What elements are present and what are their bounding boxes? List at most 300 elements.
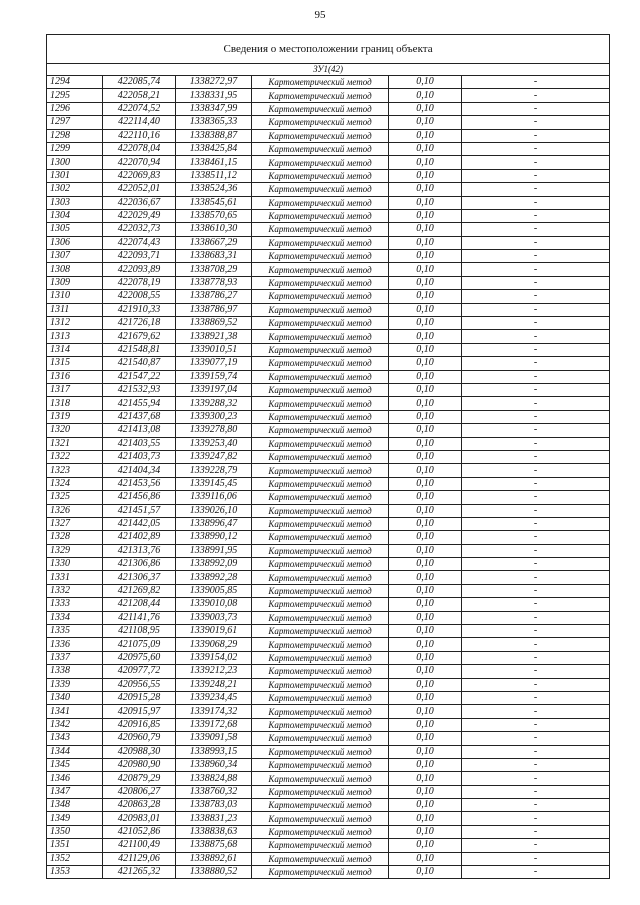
coordinate-x-cell: 422029,49 — [103, 209, 176, 222]
table-row — [47, 209, 610, 222]
description-cell: - — [462, 517, 610, 530]
precision-cell: 0,10 — [389, 638, 462, 651]
coordinate-x-cell: 421141,76 — [103, 611, 176, 624]
coordinate-y-cell: 1339247,82 — [176, 450, 252, 463]
coordinate-y-cell: 1338892,61 — [176, 852, 252, 865]
method-cell: Картометрический метод — [252, 223, 389, 236]
coordinate-x-cell: 421075,09 — [103, 638, 176, 651]
description-cell: - — [462, 236, 610, 249]
coordinate-x-cell: 422074,52 — [103, 102, 176, 115]
point-number-cell: 1326 — [47, 504, 103, 517]
coordinate-y-cell: 1338875,68 — [176, 839, 252, 852]
coordinate-x-cell: 422052,01 — [103, 183, 176, 196]
table-row — [47, 263, 610, 276]
description-cell: - — [462, 571, 610, 584]
table-row — [47, 625, 610, 638]
precision-cell: 0,10 — [389, 678, 462, 691]
point-number-cell: 1298 — [47, 129, 103, 142]
description-cell: - — [462, 825, 610, 838]
coordinate-x-cell: 420975,60 — [103, 651, 176, 664]
table-subtitle-row — [47, 64, 610, 76]
point-number-cell: 1351 — [47, 839, 103, 852]
method-cell: Картометрический метод — [252, 852, 389, 865]
table-title: Сведения о местоположении границ объекта — [47, 35, 610, 64]
precision-cell: 0,10 — [389, 785, 462, 798]
coordinate-x-cell: 422078,19 — [103, 276, 176, 289]
method-cell: Картометрический метод — [252, 370, 389, 383]
table-row — [47, 196, 610, 209]
method-cell: Картометрический метод — [252, 116, 389, 129]
method-cell: Картометрический метод — [252, 410, 389, 423]
coordinate-x-cell: 420980,90 — [103, 758, 176, 771]
coordinate-y-cell: 1338993,15 — [176, 745, 252, 758]
precision-cell: 0,10 — [389, 383, 462, 396]
coordinate-y-cell: 1339228,79 — [176, 464, 252, 477]
description-cell: - — [462, 303, 610, 316]
precision-cell: 0,10 — [389, 236, 462, 249]
coordinate-y-cell: 1338511,12 — [176, 169, 252, 182]
description-cell: - — [462, 209, 610, 222]
table-row — [47, 758, 610, 771]
description-cell: - — [462, 638, 610, 651]
coordinate-y-cell: 1338992,28 — [176, 571, 252, 584]
point-number-cell: 1300 — [47, 156, 103, 169]
method-cell: Картометрический метод — [252, 303, 389, 316]
coordinate-y-cell: 1338272,97 — [176, 76, 252, 89]
method-cell: Картометрический метод — [252, 732, 389, 745]
method-cell: Картометрический метод — [252, 799, 389, 812]
precision-cell: 0,10 — [389, 812, 462, 825]
coordinate-x-cell: 420983,01 — [103, 812, 176, 825]
table-row — [47, 330, 610, 343]
table-subtitle: ЗУ1(42) — [47, 64, 610, 76]
table-row — [47, 370, 610, 383]
method-cell: Картометрический метод — [252, 142, 389, 155]
table-row — [47, 517, 610, 530]
method-cell: Картометрический метод — [252, 276, 389, 289]
precision-cell: 0,10 — [389, 129, 462, 142]
coordinate-x-cell: 421306,37 — [103, 571, 176, 584]
precision-cell: 0,10 — [389, 705, 462, 718]
coordinate-y-cell: 1339154,02 — [176, 651, 252, 664]
precision-cell: 0,10 — [389, 772, 462, 785]
point-number-cell: 1328 — [47, 531, 103, 544]
coordinate-y-cell: 1338869,52 — [176, 317, 252, 330]
coordinate-x-cell: 421726,18 — [103, 317, 176, 330]
coordinate-x-cell: 422093,89 — [103, 263, 176, 276]
method-cell: Картометрический метод — [252, 504, 389, 517]
coordinate-x-cell: 422110,16 — [103, 129, 176, 142]
coordinate-y-cell: 1339172,68 — [176, 718, 252, 731]
description-cell: - — [462, 129, 610, 142]
precision-cell: 0,10 — [389, 477, 462, 490]
description-cell: - — [462, 678, 610, 691]
table-row — [47, 638, 610, 651]
description-cell: - — [462, 290, 610, 303]
method-cell: Картометрический метод — [252, 477, 389, 490]
point-number-cell: 1297 — [47, 116, 103, 129]
table-row — [47, 544, 610, 557]
point-number-cell: 1337 — [47, 651, 103, 664]
precision-cell: 0,10 — [389, 718, 462, 731]
precision-cell: 0,10 — [389, 223, 462, 236]
table-row — [47, 772, 610, 785]
coordinate-x-cell: 420916,85 — [103, 718, 176, 731]
coordinate-y-cell: 1339197,04 — [176, 383, 252, 396]
table-row — [47, 142, 610, 155]
point-number-cell: 1318 — [47, 397, 103, 410]
table-row — [47, 437, 610, 450]
point-number-cell: 1314 — [47, 343, 103, 356]
point-number-cell: 1324 — [47, 477, 103, 490]
coordinate-y-cell: 1339159,74 — [176, 370, 252, 383]
point-number-cell: 1336 — [47, 638, 103, 651]
precision-cell: 0,10 — [389, 437, 462, 450]
description-cell: - — [462, 343, 610, 356]
coordinate-x-cell: 421453,56 — [103, 477, 176, 490]
method-cell: Картометрический метод — [252, 651, 389, 664]
precision-cell: 0,10 — [389, 303, 462, 316]
boundary-table-container — [46, 34, 609, 879]
coordinate-y-cell: 1339068,29 — [176, 638, 252, 651]
coordinate-y-cell: 1338786,97 — [176, 303, 252, 316]
method-cell: Картометрический метод — [252, 89, 389, 102]
table-row — [47, 504, 610, 517]
table-row — [47, 598, 610, 611]
coordinate-x-cell: 421403,73 — [103, 450, 176, 463]
description-cell: - — [462, 611, 610, 624]
method-cell: Картометрический метод — [252, 183, 389, 196]
method-cell: Картометрический метод — [252, 812, 389, 825]
precision-cell: 0,10 — [389, 464, 462, 477]
table-row — [47, 491, 610, 504]
table-row — [47, 343, 610, 356]
point-number-cell: 1330 — [47, 558, 103, 571]
method-cell: Картометрический метод — [252, 437, 389, 450]
description-cell: - — [462, 651, 610, 664]
point-number-cell: 1296 — [47, 102, 103, 115]
point-number-cell: 1317 — [47, 383, 103, 396]
method-cell: Картометрический метод — [252, 785, 389, 798]
method-cell: Картометрический метод — [252, 317, 389, 330]
point-number-cell: 1319 — [47, 410, 103, 423]
precision-cell: 0,10 — [389, 866, 462, 879]
coordinate-y-cell: 1339003,73 — [176, 611, 252, 624]
description-cell: - — [462, 250, 610, 263]
method-cell: Картометрический метод — [252, 209, 389, 222]
method-cell: Картометрический метод — [252, 758, 389, 771]
precision-cell: 0,10 — [389, 531, 462, 544]
method-cell: Картометрический метод — [252, 290, 389, 303]
precision-cell: 0,10 — [389, 424, 462, 437]
coordinate-x-cell: 420915,28 — [103, 691, 176, 704]
method-cell: Картометрический метод — [252, 839, 389, 852]
table-row — [47, 558, 610, 571]
precision-cell: 0,10 — [389, 250, 462, 263]
method-cell: Картометрический метод — [252, 76, 389, 89]
coordinate-y-cell: 1338760,32 — [176, 785, 252, 798]
coordinate-y-cell: 1339077,19 — [176, 357, 252, 370]
point-number-cell: 1329 — [47, 544, 103, 557]
precision-cell: 0,10 — [389, 651, 462, 664]
coordinate-y-cell: 1338667,29 — [176, 236, 252, 249]
description-cell: - — [462, 370, 610, 383]
method-cell: Картометрический метод — [252, 571, 389, 584]
method-cell: Картометрический метод — [252, 383, 389, 396]
coordinate-y-cell: 1338783,03 — [176, 799, 252, 812]
coordinate-y-cell: 1339288,32 — [176, 397, 252, 410]
description-cell: - — [462, 558, 610, 571]
table-row — [47, 102, 610, 115]
coordinate-x-cell: 421442,05 — [103, 517, 176, 530]
table-body — [47, 35, 610, 879]
table-row — [47, 464, 610, 477]
description-cell: - — [462, 183, 610, 196]
coordinate-y-cell: 1339026,10 — [176, 504, 252, 517]
precision-cell: 0,10 — [389, 397, 462, 410]
table-row — [47, 531, 610, 544]
method-cell: Картометрический метод — [252, 866, 389, 879]
point-number-cell: 1338 — [47, 665, 103, 678]
description-cell: - — [462, 116, 610, 129]
method-cell: Картометрический метод — [252, 156, 389, 169]
method-cell: Картометрический метод — [252, 584, 389, 597]
precision-cell: 0,10 — [389, 116, 462, 129]
table-row — [47, 705, 610, 718]
method-cell: Картометрический метод — [252, 102, 389, 115]
description-cell: - — [462, 665, 610, 678]
method-cell: Картометрический метод — [252, 665, 389, 678]
point-number-cell: 1333 — [47, 598, 103, 611]
point-number-cell: 1323 — [47, 464, 103, 477]
precision-cell: 0,10 — [389, 317, 462, 330]
point-number-cell: 1349 — [47, 812, 103, 825]
coordinate-x-cell: 422074,43 — [103, 236, 176, 249]
description-cell: - — [462, 142, 610, 155]
table-row — [47, 665, 610, 678]
coordinate-x-cell: 421455,94 — [103, 397, 176, 410]
description-cell: - — [462, 76, 610, 89]
table-row — [47, 718, 610, 731]
description-cell: - — [462, 799, 610, 812]
description-cell: - — [462, 330, 610, 343]
point-number-cell: 1305 — [47, 223, 103, 236]
table-row — [47, 169, 610, 182]
description-cell: - — [462, 450, 610, 463]
boundary-table — [46, 34, 610, 879]
method-cell: Картометрический метод — [252, 196, 389, 209]
table-row — [47, 290, 610, 303]
method-cell: Картометрический метод — [252, 330, 389, 343]
table-row — [47, 691, 610, 704]
point-number-cell: 1299 — [47, 142, 103, 155]
method-cell: Картометрический метод — [252, 169, 389, 182]
method-cell: Картометрический метод — [252, 638, 389, 651]
point-number-cell: 1348 — [47, 799, 103, 812]
coordinate-x-cell: 422078,04 — [103, 142, 176, 155]
point-number-cell: 1340 — [47, 691, 103, 704]
description-cell: - — [462, 491, 610, 504]
coordinate-x-cell: 422008,55 — [103, 290, 176, 303]
coordinate-x-cell: 422032,73 — [103, 223, 176, 236]
coordinate-y-cell: 1338708,29 — [176, 263, 252, 276]
description-cell: - — [462, 772, 610, 785]
table-row — [47, 156, 610, 169]
coordinate-y-cell: 1338347,99 — [176, 102, 252, 115]
description-cell: - — [462, 691, 610, 704]
point-number-cell: 1353 — [47, 866, 103, 879]
table-row — [47, 651, 610, 664]
point-number-cell: 1304 — [47, 209, 103, 222]
method-cell: Картометрический метод — [252, 250, 389, 263]
precision-cell: 0,10 — [389, 732, 462, 745]
point-number-cell: 1345 — [47, 758, 103, 771]
table-title-row — [47, 35, 610, 64]
coordinate-x-cell: 420863,28 — [103, 799, 176, 812]
coordinate-x-cell: 420806,27 — [103, 785, 176, 798]
method-cell: Картометрический метод — [252, 598, 389, 611]
coordinate-x-cell: 422036,67 — [103, 196, 176, 209]
precision-cell: 0,10 — [389, 758, 462, 771]
description-cell: - — [462, 89, 610, 102]
coordinate-x-cell: 421548,81 — [103, 343, 176, 356]
point-number-cell: 1343 — [47, 732, 103, 745]
precision-cell: 0,10 — [389, 142, 462, 155]
method-cell: Картометрический метод — [252, 678, 389, 691]
precision-cell: 0,10 — [389, 517, 462, 530]
description-cell: - — [462, 196, 610, 209]
description-cell: - — [462, 102, 610, 115]
point-number-cell: 1308 — [47, 263, 103, 276]
coordinate-y-cell: 1338388,87 — [176, 129, 252, 142]
table-row — [47, 317, 610, 330]
precision-cell: 0,10 — [389, 852, 462, 865]
coordinate-y-cell: 1338996,47 — [176, 517, 252, 530]
coordinate-x-cell: 421402,89 — [103, 531, 176, 544]
precision-cell: 0,10 — [389, 491, 462, 504]
method-cell: Картометрический метод — [252, 343, 389, 356]
method-cell: Картометрический метод — [252, 625, 389, 638]
coordinate-y-cell: 1339300,23 — [176, 410, 252, 423]
point-number-cell: 1306 — [47, 236, 103, 249]
description-cell: - — [462, 812, 610, 825]
point-number-cell: 1295 — [47, 89, 103, 102]
coordinate-y-cell: 1338425,84 — [176, 142, 252, 155]
coordinate-y-cell: 1338778,93 — [176, 276, 252, 289]
description-cell: - — [462, 758, 610, 771]
table-row — [47, 76, 610, 89]
point-number-cell: 1342 — [47, 718, 103, 731]
coordinate-x-cell: 421413,08 — [103, 424, 176, 437]
point-number-cell: 1339 — [47, 678, 103, 691]
coordinate-y-cell: 1338831,23 — [176, 812, 252, 825]
method-cell: Картометрический метод — [252, 236, 389, 249]
coordinate-x-cell: 421108,95 — [103, 625, 176, 638]
coordinate-x-cell: 420960,79 — [103, 732, 176, 745]
table-row — [47, 450, 610, 463]
coordinate-y-cell: 1338992,09 — [176, 558, 252, 571]
precision-cell: 0,10 — [389, 330, 462, 343]
description-cell: - — [462, 785, 610, 798]
precision-cell: 0,10 — [389, 357, 462, 370]
description-cell: - — [462, 223, 610, 236]
precision-cell: 0,10 — [389, 290, 462, 303]
method-cell: Картометрический метод — [252, 772, 389, 785]
table-row — [47, 276, 610, 289]
method-cell: Картометрический метод — [252, 357, 389, 370]
coordinate-y-cell: 1339145,45 — [176, 477, 252, 490]
description-cell: - — [462, 625, 610, 638]
point-number-cell: 1341 — [47, 705, 103, 718]
point-number-cell: 1310 — [47, 290, 103, 303]
coordinate-y-cell: 1339174,32 — [176, 705, 252, 718]
precision-cell: 0,10 — [389, 102, 462, 115]
coordinate-y-cell: 1339212,23 — [176, 665, 252, 678]
point-number-cell: 1294 — [47, 76, 103, 89]
point-number-cell: 1316 — [47, 370, 103, 383]
precision-cell: 0,10 — [389, 598, 462, 611]
precision-cell: 0,10 — [389, 343, 462, 356]
method-cell: Картометрический метод — [252, 464, 389, 477]
precision-cell: 0,10 — [389, 691, 462, 704]
coordinate-x-cell: 422058,21 — [103, 89, 176, 102]
method-cell: Картометрический метод — [252, 718, 389, 731]
point-number-cell: 1311 — [47, 303, 103, 316]
coordinate-x-cell: 421269,82 — [103, 584, 176, 597]
description-cell: - — [462, 732, 610, 745]
coordinate-y-cell: 1338990,12 — [176, 531, 252, 544]
point-number-cell: 1303 — [47, 196, 103, 209]
method-cell: Картометрический метод — [252, 558, 389, 571]
table-row — [47, 732, 610, 745]
precision-cell: 0,10 — [389, 263, 462, 276]
coordinate-y-cell: 1338570,65 — [176, 209, 252, 222]
table-row — [47, 611, 610, 624]
description-cell: - — [462, 718, 610, 731]
page-number: 95 — [314, 9, 326, 21]
point-number-cell: 1321 — [47, 437, 103, 450]
coordinate-x-cell: 421910,33 — [103, 303, 176, 316]
coordinate-y-cell: 1338921,38 — [176, 330, 252, 343]
table-row — [47, 477, 610, 490]
point-number-cell: 1315 — [47, 357, 103, 370]
precision-cell: 0,10 — [389, 611, 462, 624]
point-number-cell: 1335 — [47, 625, 103, 638]
coordinate-y-cell: 1338683,31 — [176, 250, 252, 263]
coordinate-y-cell: 1338824,88 — [176, 772, 252, 785]
coordinate-x-cell: 421456,86 — [103, 491, 176, 504]
coordinate-x-cell: 421547,22 — [103, 370, 176, 383]
coordinate-y-cell: 1339116,06 — [176, 491, 252, 504]
point-number-cell: 1301 — [47, 169, 103, 182]
description-cell: - — [462, 852, 610, 865]
coordinate-x-cell: 422069,83 — [103, 169, 176, 182]
point-number-cell: 1352 — [47, 852, 103, 865]
table-row — [47, 183, 610, 196]
point-number-cell: 1327 — [47, 517, 103, 530]
table-row — [47, 397, 610, 410]
coordinate-y-cell: 1339019,61 — [176, 625, 252, 638]
table-row — [47, 571, 610, 584]
method-cell: Картометрический метод — [252, 544, 389, 557]
coordinate-x-cell: 421403,55 — [103, 437, 176, 450]
description-cell: - — [462, 531, 610, 544]
coordinate-x-cell: 421540,87 — [103, 357, 176, 370]
table-row — [47, 250, 610, 263]
table-row — [47, 745, 610, 758]
precision-cell: 0,10 — [389, 370, 462, 383]
method-cell: Картометрический метод — [252, 129, 389, 142]
